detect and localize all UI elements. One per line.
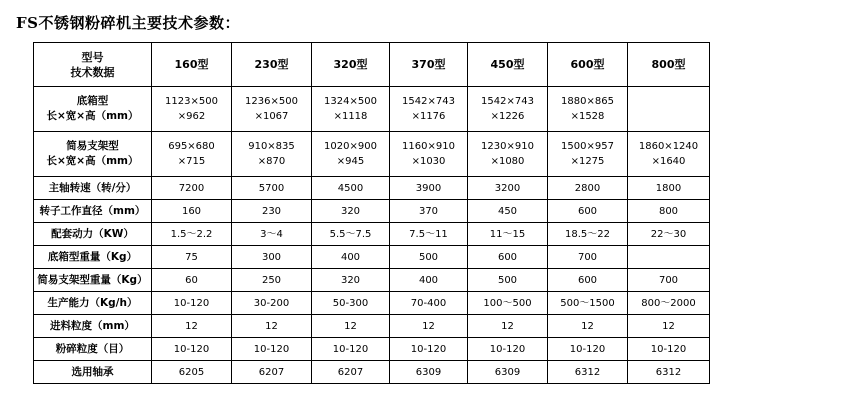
value-cell	[468, 338, 548, 361]
value-text: 100～500	[483, 297, 532, 309]
value-cell	[312, 292, 390, 315]
value-cell	[468, 87, 548, 132]
value-cell	[152, 132, 232, 177]
value-text: 600	[577, 205, 598, 217]
value-cell	[152, 223, 232, 246]
value-cell	[548, 200, 628, 223]
value-text: 10-120	[173, 297, 210, 309]
value-cell	[468, 292, 548, 315]
value-cell	[390, 246, 468, 269]
value-cell	[312, 223, 390, 246]
value-text: ×945	[336, 156, 365, 167]
value-text: 800～2000	[641, 297, 696, 309]
value-text: 70-400	[410, 297, 447, 309]
value-text: 10-120	[332, 343, 369, 355]
value-text: 3200	[494, 182, 521, 194]
value-cell	[152, 246, 232, 269]
page-title: FS不锈钢粉碎机主要技术参数：	[16, 14, 240, 32]
value-text: 10-120	[253, 343, 290, 355]
value-cell	[390, 269, 468, 292]
value-text: 500	[497, 274, 518, 286]
model-header-450: 450型	[468, 43, 548, 87]
value-text: 12	[501, 320, 514, 332]
value-text: 12	[422, 320, 435, 332]
value-cell	[548, 361, 628, 384]
table-row-simple-frame-dimensions	[34, 132, 710, 177]
table-row-capacity	[34, 292, 710, 315]
value-text: 700	[577, 251, 598, 263]
model-header-320: 320型	[312, 43, 390, 87]
value-text: 910×835	[248, 141, 295, 152]
row-label-cell	[34, 269, 152, 292]
value-text: ×1080	[490, 156, 525, 167]
row-label-text: 配套动力（KW）	[51, 227, 134, 240]
corner-header-cell	[34, 43, 152, 87]
value-cell	[390, 361, 468, 384]
value-text: 4500	[337, 182, 364, 194]
value-text: 500	[418, 251, 439, 263]
value-cell	[548, 132, 628, 177]
value-cell	[548, 269, 628, 292]
value-text: 10-120	[489, 343, 526, 355]
row-label-text: 简易支架型重量（Kg）	[37, 273, 148, 286]
value-text: 12	[344, 320, 357, 332]
value-cell	[312, 132, 390, 177]
value-text: 12	[265, 320, 278, 332]
value-text: 10-120	[569, 343, 606, 355]
value-cell	[232, 200, 312, 223]
value-text: 370	[418, 205, 439, 217]
value-cell	[468, 361, 548, 384]
value-text: ×1118	[333, 111, 368, 122]
value-cell	[232, 361, 312, 384]
value-cell	[152, 361, 232, 384]
row-label-text: 简易支架型	[66, 140, 119, 152]
table-row-power	[34, 223, 710, 246]
model-header-370: 370型	[390, 43, 468, 87]
row-label-cell	[34, 361, 152, 384]
value-text: 6207	[337, 366, 364, 378]
value-text: 1500×957	[561, 141, 614, 152]
value-cell	[468, 177, 548, 200]
value-text: 1542×743	[402, 96, 455, 107]
value-cell	[548, 87, 628, 132]
value-text: 6207	[258, 366, 285, 378]
value-cell	[390, 223, 468, 246]
row-label-text: 生产能力（Kg/h）	[47, 296, 138, 309]
value-text: 450	[497, 205, 518, 217]
row-label-text: 长×宽×高（mm）	[46, 110, 139, 122]
value-cell	[232, 223, 312, 246]
value-text: 12	[581, 320, 594, 332]
value-cell	[232, 269, 312, 292]
value-cell	[390, 200, 468, 223]
value-cell	[152, 87, 232, 132]
value-cell	[628, 361, 710, 384]
table-row-bearing	[34, 361, 710, 384]
value-text: 700	[658, 274, 679, 286]
row-label-text: 长×宽×高（mm）	[46, 155, 139, 167]
value-cell	[232, 177, 312, 200]
value-cell	[312, 87, 390, 132]
value-cell	[312, 269, 390, 292]
value-text: 400	[418, 274, 439, 286]
table-row-bottom-box-weight	[34, 246, 710, 269]
value-text: ×1030	[411, 156, 446, 167]
value-text: 600	[497, 251, 518, 263]
value-text: 1800	[655, 182, 682, 194]
row-label-cell	[34, 338, 152, 361]
value-text: 1.5～2.2	[170, 228, 213, 240]
value-cell	[468, 132, 548, 177]
row-label-text: 主轴转速（转/分）	[48, 181, 137, 194]
value-text: ×1275	[570, 156, 605, 167]
value-text: 10-120	[410, 343, 447, 355]
value-cell	[390, 315, 468, 338]
value-cell	[548, 292, 628, 315]
value-text: 5700	[258, 182, 285, 194]
spec-table	[33, 42, 710, 384]
value-cell	[468, 246, 548, 269]
value-text: 695×680	[168, 141, 215, 152]
value-cell	[232, 338, 312, 361]
value-text: 400	[340, 251, 361, 263]
value-text: 600	[577, 274, 598, 286]
value-text: 6309	[494, 366, 521, 378]
value-text: 30-200	[253, 297, 290, 309]
value-cell	[548, 315, 628, 338]
value-cell	[312, 361, 390, 384]
value-text: 22～30	[650, 228, 687, 240]
value-cell	[232, 315, 312, 338]
value-cell	[628, 132, 710, 177]
value-text: 160	[181, 205, 202, 217]
row-label-cell	[34, 292, 152, 315]
table-row-spindle-speed	[34, 177, 710, 200]
value-text: ×1528	[570, 111, 605, 122]
value-cell	[628, 177, 710, 200]
value-text: 320	[340, 205, 361, 217]
value-text: 75	[185, 251, 198, 263]
model-header-600: 600型	[548, 43, 628, 87]
value-cell	[628, 338, 710, 361]
value-cell	[390, 132, 468, 177]
value-cell	[548, 246, 628, 269]
value-cell	[152, 177, 232, 200]
value-cell	[232, 87, 312, 132]
value-text: 800	[658, 205, 679, 217]
model-header-800: 800型	[628, 43, 710, 87]
row-label-cell	[34, 223, 152, 246]
value-text: ×1176	[411, 111, 446, 122]
value-cell	[232, 246, 312, 269]
table-row-bottom-box-dimensions	[34, 87, 710, 132]
value-text: 10-120	[650, 343, 687, 355]
corner-label-specs: 技术数据	[70, 65, 115, 79]
value-cell	[390, 292, 468, 315]
value-cell	[628, 200, 710, 223]
value-text: ×1067	[254, 111, 289, 122]
table-row-rotor-diameter	[34, 200, 710, 223]
value-cell	[628, 292, 710, 315]
value-cell	[628, 246, 710, 269]
corner-label-model: 型号	[81, 50, 104, 64]
value-cell	[232, 292, 312, 315]
value-cell	[548, 338, 628, 361]
value-cell	[312, 315, 390, 338]
value-text: ×962	[177, 111, 206, 122]
value-text: 6309	[415, 366, 442, 378]
value-cell	[312, 177, 390, 200]
table-row-simple-frame-weight	[34, 269, 710, 292]
row-label-text: 进料粒度（mm）	[50, 319, 135, 332]
value-cell	[628, 269, 710, 292]
value-cell	[390, 177, 468, 200]
value-text: 12	[662, 320, 675, 332]
value-cell	[548, 223, 628, 246]
value-text: 7.5～11	[409, 228, 448, 240]
value-text: 7200	[178, 182, 205, 194]
value-text: 320	[340, 274, 361, 286]
value-cell	[468, 223, 548, 246]
value-text: 250	[261, 274, 282, 286]
value-text: 60	[185, 274, 198, 286]
value-text: 1860×1240	[638, 141, 699, 152]
value-text: 10-120	[173, 343, 210, 355]
value-cell	[152, 269, 232, 292]
value-cell	[390, 87, 468, 132]
value-cell	[152, 292, 232, 315]
value-text: 6312	[574, 366, 601, 378]
row-label-cell	[34, 200, 152, 223]
value-cell	[312, 200, 390, 223]
value-text: ×1226	[490, 111, 525, 122]
value-text: 1542×743	[481, 96, 534, 107]
row-label-cell	[34, 315, 152, 338]
value-text: 2800	[574, 182, 601, 194]
value-cell	[152, 315, 232, 338]
value-text: 6205	[178, 366, 205, 378]
value-text: 50-300	[332, 297, 369, 309]
row-label-cell	[34, 87, 152, 132]
value-text: 12	[185, 320, 198, 332]
value-cell	[312, 246, 390, 269]
table-row-feed-size	[34, 315, 710, 338]
header-row	[34, 43, 710, 87]
value-text: 300	[261, 251, 282, 263]
value-text: 3～4	[260, 228, 283, 240]
row-label-cell	[34, 132, 152, 177]
value-text: ×870	[257, 156, 286, 167]
value-text: 3900	[415, 182, 442, 194]
value-text: 5.5～7.5	[329, 228, 372, 240]
value-cell	[312, 338, 390, 361]
value-text: 1160×910	[402, 141, 455, 152]
model-header-230: 230型	[232, 43, 312, 87]
value-cell	[152, 338, 232, 361]
value-cell	[468, 200, 548, 223]
value-text: 18.5～22	[565, 228, 610, 240]
value-text: ×715	[177, 156, 206, 167]
row-label-cell	[34, 177, 152, 200]
row-label-cell	[34, 246, 152, 269]
value-text: 6312	[655, 366, 682, 378]
value-cell	[468, 315, 548, 338]
value-cell	[468, 269, 548, 292]
table-row-grind-fineness	[34, 338, 710, 361]
value-cell	[232, 132, 312, 177]
value-text: 230	[261, 205, 282, 217]
value-text: 500～1500	[560, 297, 615, 309]
model-header-160: 160型	[152, 43, 232, 87]
value-cell	[152, 200, 232, 223]
value-text: 1880×865	[561, 96, 614, 107]
row-label-text: 底箱型	[76, 95, 109, 107]
value-text: ×1640	[651, 156, 686, 167]
spec-table-body	[34, 43, 710, 384]
value-text: 1020×900	[324, 141, 377, 152]
value-text: 1123×500	[165, 96, 218, 107]
value-text: 11～15	[489, 228, 526, 240]
value-cell	[628, 315, 710, 338]
value-text: 1324×500	[324, 96, 377, 107]
value-cell	[548, 177, 628, 200]
row-label-text: 转子工作直径（mm）	[39, 204, 146, 217]
row-label-text: 粉碎粒度（目）	[55, 342, 130, 355]
value-cell	[628, 223, 710, 246]
row-label-text: 底箱型重量（Kg）	[47, 250, 138, 263]
value-cell	[628, 87, 710, 132]
value-text: 1230×910	[481, 141, 534, 152]
value-text: 1236×500	[245, 96, 298, 107]
row-label-text: 选用轴承	[71, 365, 114, 378]
value-cell	[390, 338, 468, 361]
